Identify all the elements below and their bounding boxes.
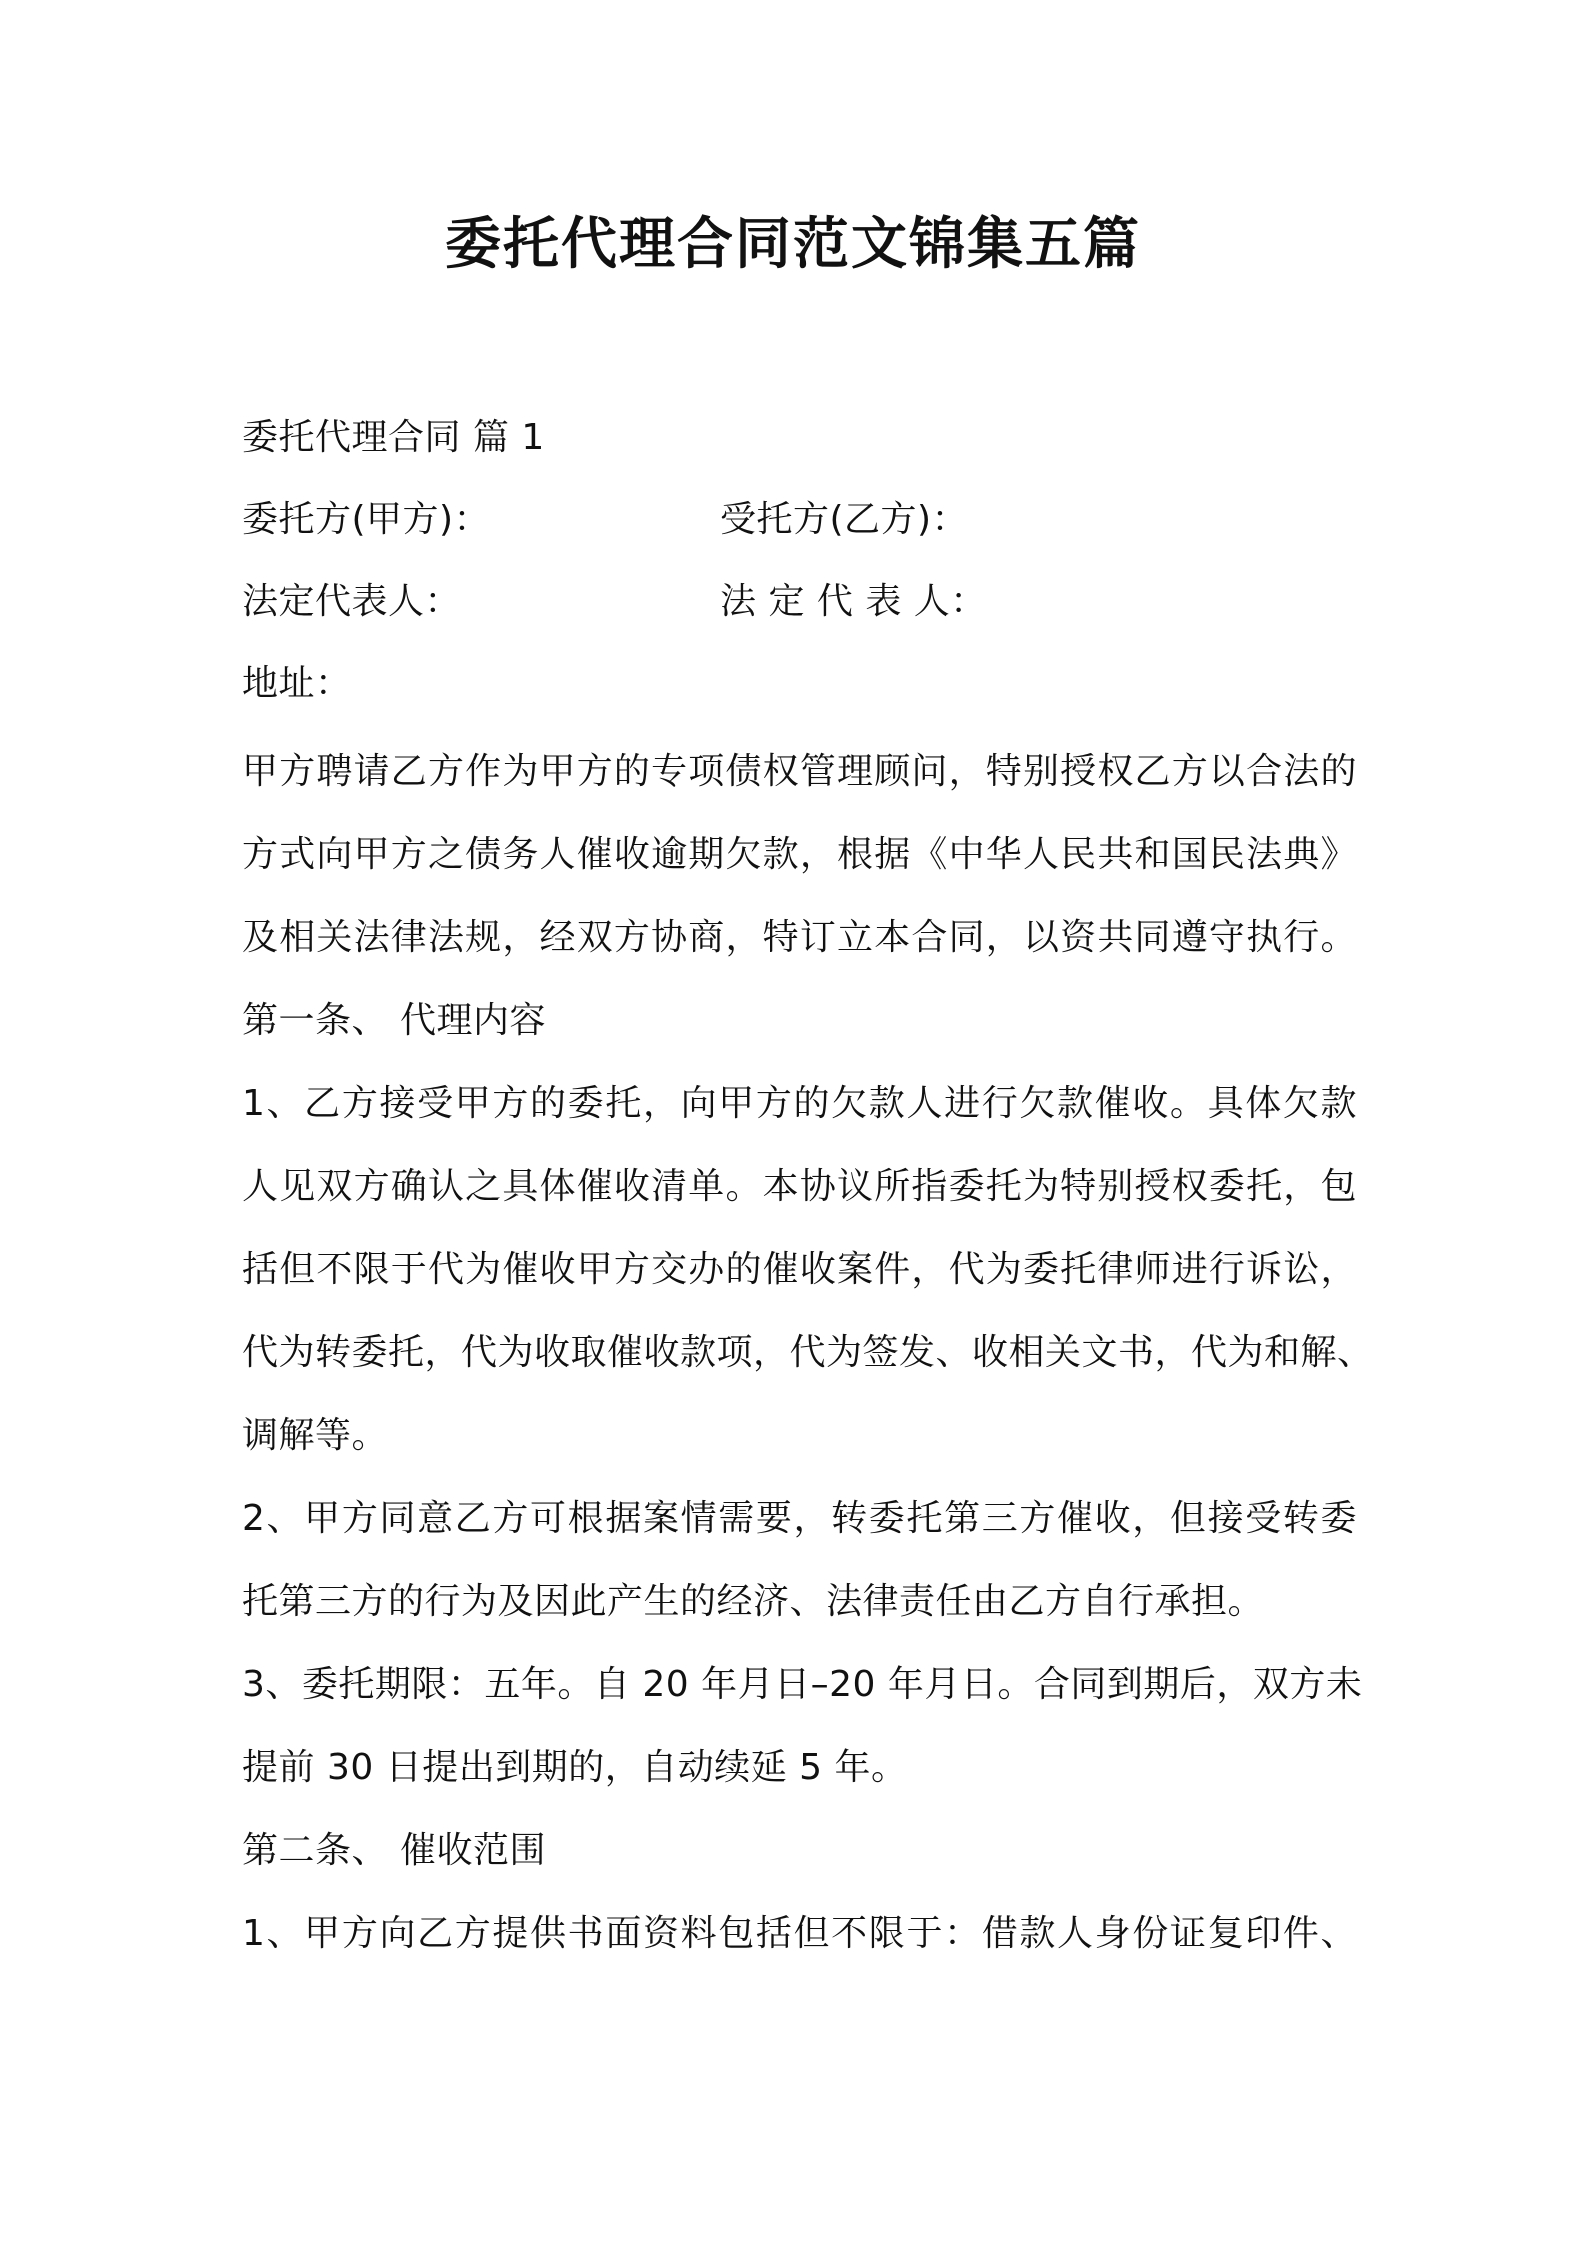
body-line: 2、甲方同意乙方可根据案情需要，转委托第三方催收，但接受转委 [242,1498,1357,1539]
agent-label: 受托方(乙方)： [720,499,969,540]
client-label: 委托方(甲方)： [242,499,491,540]
parties-row [242,490,1357,550]
body-line: 3、委托期限：五年。自 20 年月日–20 年月日。合同到期后，双方未 [242,1664,1363,1705]
section-heading: 委托代理合同 篇 1 [242,417,545,458]
client-rep-label: 法定代表人： [242,581,462,622]
body-line: 1、甲方向乙方提供书面资料包括但不限于：借款人身份证复印件、 [242,1913,1357,1954]
body-line: 括但不限于代为催收甲方交办的催收案件，代为委托律师进行诉讼， [242,1249,1357,1290]
document-title: 委托代理合同范文锦集五篇 [445,212,1141,277]
body-line: 及相关法律法规，经双方协商，特订立本合同，以资共同遵守执行。 [242,917,1357,958]
body-line: 提前 30 日提出到期的，自动续延 5 年。 [242,1747,908,1788]
article-heading: 第一条、 代理内容 [242,1000,546,1041]
body-line: 方式向甲方之债务人催收逾期欠款，根据《中华人民共和国民法典》 [242,834,1357,875]
body-line: 代为转委托，代为收取催收款项，代为签发、收相关文书，代为和解、 [242,1332,1374,1373]
body-line: 调解等。 [242,1415,389,1456]
representatives-row [242,572,1357,632]
address-label: 地址： [242,663,352,704]
body-line: 1、乙方接受甲方的委托，向甲方的欠款人进行欠款催收。具体欠款 [242,1083,1357,1124]
agent-rep-label: 法 定 代 表 人： [720,581,987,622]
article-heading: 第二条、 催收范围 [242,1830,546,1871]
body-line: 甲方聘请乙方作为甲方的专项债权管理顾问，特别授权乙方以合法的 [242,751,1357,792]
body-line: 人见双方确认之具体催收清单。本协议所指委托为特别授权委托，包 [242,1166,1357,1207]
body-line: 托第三方的行为及因此产生的经济、法律责任由乙方自行承担。 [242,1581,1265,1622]
